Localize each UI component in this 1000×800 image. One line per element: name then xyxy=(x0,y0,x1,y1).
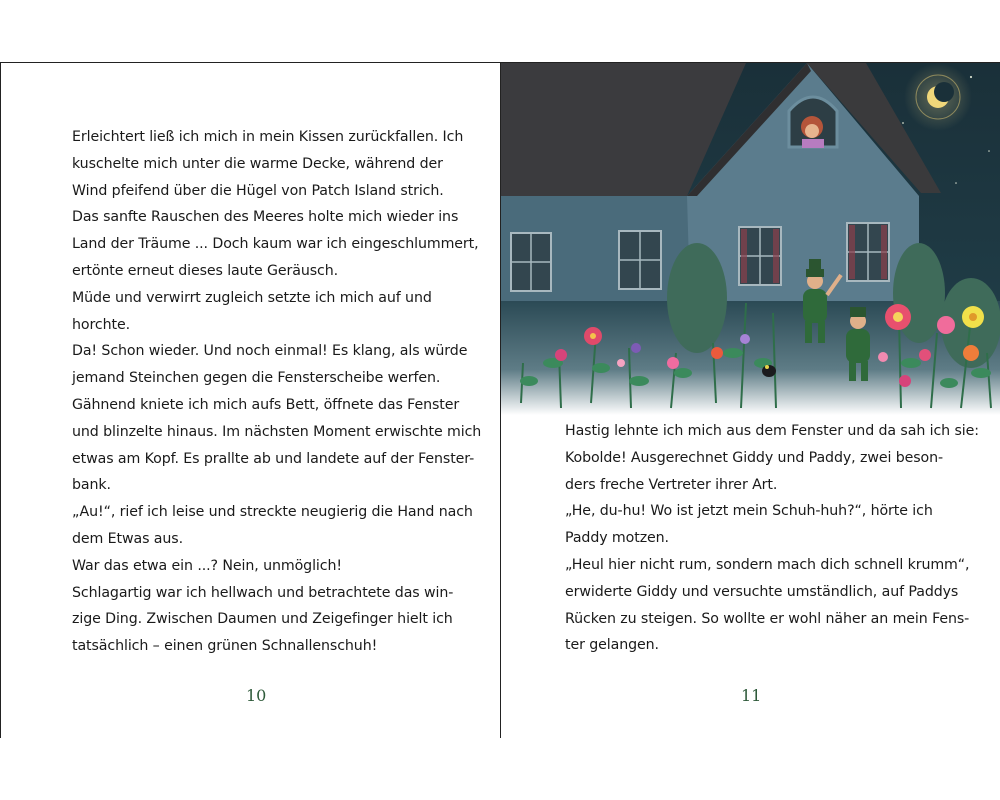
right-page-text xyxy=(565,418,979,659)
left-page-text xyxy=(72,124,481,660)
text-line: Hastig lehnte ich mich aus dem Fenster und da sah ich sie: xyxy=(565,423,979,439)
text-line: Paddy motzen. xyxy=(565,530,669,547)
text-line: Rücken zu steigen. So wollte er wohl näher an mein Fens- xyxy=(565,610,970,627)
text-line: War das etwa ein ...? Nein, unmöglich! xyxy=(72,557,342,574)
right-page xyxy=(500,62,1000,738)
text-line: etwas am Kopf. Es prallte ab und landete auf der Fenster- xyxy=(72,450,475,467)
text-line: jemand Steinchen gegen die Fensterscheibe werfen. xyxy=(72,370,441,387)
text-line: Schlagartig war ich hellwach und betrachtete das win- xyxy=(72,584,454,601)
text-line: Erleichtert ließ ich mich in mein Kissen zurückfallen. Ich xyxy=(72,129,464,145)
text-line: kuschelte mich unter die warme Decke, während der xyxy=(72,155,443,172)
night-house-illustration xyxy=(501,63,1000,415)
page-number-right: 11 xyxy=(741,686,762,705)
text-line: und blinzelte hinaus. Im nächsten Moment erwischte mich xyxy=(72,423,482,440)
text-line: ter gelangen. xyxy=(565,637,659,654)
text-line: Da! Schon wieder. Und noch einmal! Es klang, als würde xyxy=(72,343,468,360)
left-page xyxy=(0,62,500,738)
text-line: „Au!“, rief ich leise und streckte neugierig die Hand nach xyxy=(72,504,473,521)
text-line: Wind pfeifend über die Hügel von Patch Island strich. xyxy=(72,182,444,199)
text-line: ertönte erneut dieses laute Geräusch. xyxy=(72,262,339,279)
moon-icon xyxy=(904,63,972,131)
text-line: dem Etwas aus. xyxy=(72,530,183,547)
cat-icon xyxy=(762,365,776,377)
text-line: Das sanfte Rauschen des Meeres holte mich wieder ins xyxy=(72,209,459,226)
text-line: „He, du-hu! Wo ist jetzt mein Schuh-huh?“, hörte ich xyxy=(565,503,933,520)
text-line: Gähnend kniete ich mich aufs Bett, öffnete das Fenster xyxy=(72,396,460,413)
text-line: tatsächlich – einen grünen Schnallenschuh! xyxy=(72,638,378,655)
text-line: ders freche Vertreter ihrer Art. xyxy=(565,476,778,493)
text-line: Land der Träume ... Doch kaum war ich eingeschlummert, xyxy=(72,236,479,253)
text-line: zige Ding. Zwischen Daumen und Zeigefinger hielt ich xyxy=(72,611,453,628)
text-line: „Heul hier nicht rum, sondern mach dich schnell krumm“, xyxy=(565,556,970,573)
page-number-left: 10 xyxy=(246,686,267,705)
text-line: Müde und verwirrt zugleich setzte ich mich auf und xyxy=(72,289,432,306)
text-line: Kobolde! Ausgerechnet Giddy und Paddy, zwei beson- xyxy=(565,449,944,466)
attic-window xyxy=(789,97,837,148)
text-line: bank. xyxy=(72,477,111,494)
text-line: horchte. xyxy=(72,316,130,333)
text-line: erwiderte Giddy und versuchte umständlich, auf Paddys xyxy=(565,583,959,600)
